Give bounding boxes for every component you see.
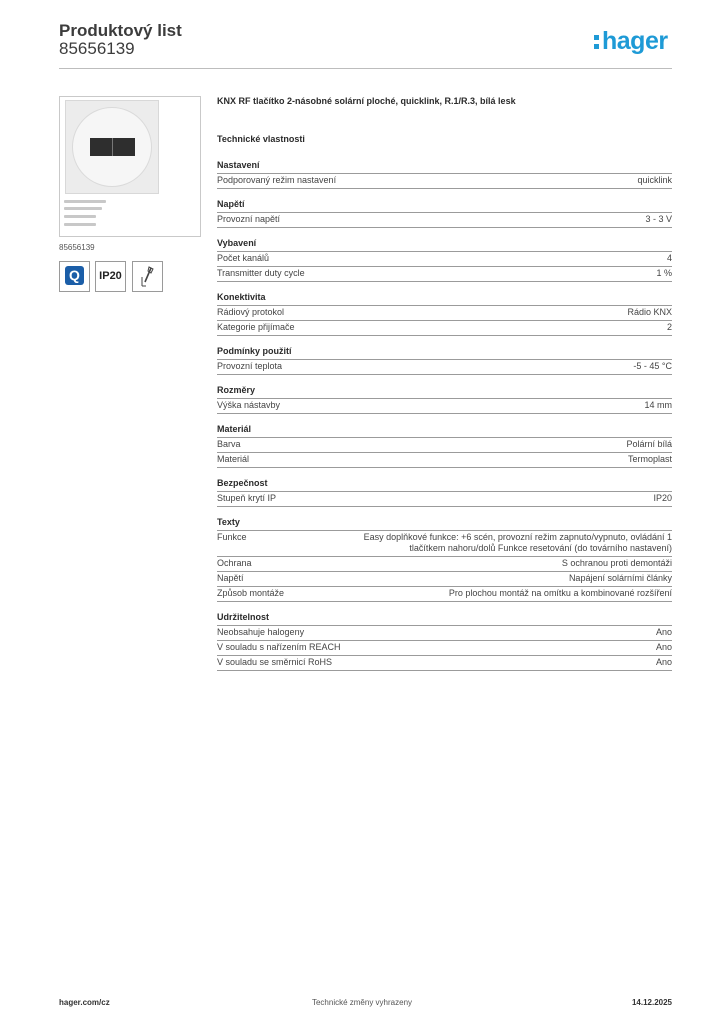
spec-label: Počet kanálů (217, 253, 270, 263)
spec-content (217, 96, 672, 681)
spec-label: Materiál (217, 454, 250, 464)
spec-row (217, 626, 672, 641)
spec-label: Neobsahuje halogeny (217, 627, 305, 637)
section-heading: Technické vlastnosti (217, 134, 305, 144)
spec-value: -5 - 45 °C (633, 361, 672, 371)
spec-label: Způsob montáže (217, 588, 285, 598)
hager-logo (594, 27, 668, 56)
spec-row (217, 453, 672, 468)
spec-label: Napětí (217, 573, 244, 583)
spec-value: Rádio KNX (627, 307, 672, 317)
product-image (59, 96, 201, 237)
spec-group-title: Bezpečnost (217, 478, 672, 492)
spec-group-title: Napětí (217, 199, 672, 213)
spec-group-title: Rozměry (217, 385, 672, 399)
spec-value: Polární bílá (626, 439, 672, 449)
product-number: 85656139 (59, 39, 135, 58)
spec-value: quicklink (637, 175, 672, 185)
spec-label: Provozní napětí (217, 214, 281, 224)
spec-row (217, 531, 672, 557)
spec-label: Stupeň krytí IP (217, 493, 277, 503)
footer-website: hager.com/cz (59, 998, 110, 1007)
spec-group (217, 160, 672, 189)
spec-group (217, 238, 672, 282)
spec-label: V souladu se směrnicí RoHS (217, 657, 333, 667)
dowel-icon (64, 223, 96, 226)
spec-group (217, 199, 672, 228)
image-caption: 85656139 (59, 243, 95, 252)
spec-value: IP20 (653, 493, 672, 503)
screw-icon (64, 207, 102, 210)
footer-disclaimer: Technické změny vyhrazeny (311, 998, 413, 1007)
spec-group (217, 424, 672, 468)
spec-group-title: Podmínky použití (217, 346, 672, 360)
product-name: KNX RF tlačítko 2-násobné solární ploché, quicklink, R.1/R.3, bílá lesk (217, 96, 516, 106)
spec-group-title: Konektivita (217, 292, 672, 306)
spec-value: 2 (666, 322, 672, 332)
header-divider (59, 68, 672, 69)
switch-plate-icon (65, 100, 159, 194)
spec-group-title: Texty (217, 517, 672, 531)
spec-label: Transmitter duty cycle (217, 268, 305, 278)
ip-rating-badge (95, 261, 126, 292)
spec-label: Barva (217, 439, 241, 449)
spec-value: Napájení solárními články (568, 573, 672, 583)
spec-label: Rádiový protokol (217, 307, 285, 317)
spec-group-title: Materiál (217, 424, 672, 438)
spec-value: Termoplast (627, 454, 672, 464)
spec-value: 3 - 3 V (645, 214, 672, 224)
quicklink-badge-icon: Q (59, 261, 90, 292)
spec-group (217, 517, 672, 602)
logo-text: hager (602, 27, 668, 55)
spec-value: 1 % (656, 268, 672, 278)
spec-row (217, 557, 672, 572)
spec-group-title: Nastavení (217, 160, 672, 174)
footer-date: 14.12.2025 (631, 998, 672, 1007)
spec-label: Kategorie přijímače (217, 322, 295, 332)
screw-icon (64, 200, 106, 203)
spec-value: Ano (655, 657, 672, 667)
spec-group (217, 612, 672, 671)
spec-row (217, 641, 672, 656)
spec-row (217, 587, 672, 602)
spec-group (217, 346, 672, 375)
spec-row (217, 306, 672, 321)
spec-value: Ano (655, 627, 672, 637)
logo-dots-icon (594, 32, 600, 50)
spec-group (217, 292, 672, 336)
spec-label: Funkce (217, 532, 247, 542)
mounting-tool-icon (132, 261, 163, 292)
spec-row (217, 174, 672, 189)
spec-row (217, 438, 672, 453)
spec-value: Easy doplňkové funkce: +6 scén, provozní režim zapnuto/vypnuto, ovládání 1 tlačítkem nahoru/dolů Funkce resetování (do továrního nastavení) (363, 532, 672, 553)
spec-row (217, 321, 672, 336)
spec-group (217, 385, 672, 414)
spec-row (217, 399, 672, 414)
spec-group-title: Vybavení (217, 238, 672, 252)
spec-group (217, 478, 672, 507)
spec-label: Podporovaný režim nastavení (217, 175, 337, 185)
spec-label: Provozní teplota (217, 361, 283, 371)
spec-value: S ochranou proti demontáži (561, 558, 672, 568)
spec-value: 14 mm (644, 400, 672, 410)
spec-row (217, 213, 672, 228)
dowel-icon (64, 215, 96, 218)
spec-group-title: Udržitelnost (217, 612, 672, 626)
spec-value: 4 (666, 253, 672, 263)
spec-value: Pro plochou montáž na omítku a kombinované rozšíření (448, 588, 672, 598)
spec-row (217, 572, 672, 587)
spec-row (217, 492, 672, 507)
spec-row (217, 656, 672, 671)
spec-label: Výška nástavby (217, 400, 281, 410)
spec-groups (217, 160, 672, 671)
spec-label: V souladu s nařízením REACH (217, 642, 341, 652)
page-title: Produktový list (59, 21, 182, 40)
spec-value: Ano (655, 642, 672, 652)
spec-label: Ochrana (217, 558, 252, 568)
ip-rating-label: IP20 (99, 270, 122, 282)
spec-row (217, 252, 672, 267)
spec-row (217, 267, 672, 282)
spec-row (217, 360, 672, 375)
